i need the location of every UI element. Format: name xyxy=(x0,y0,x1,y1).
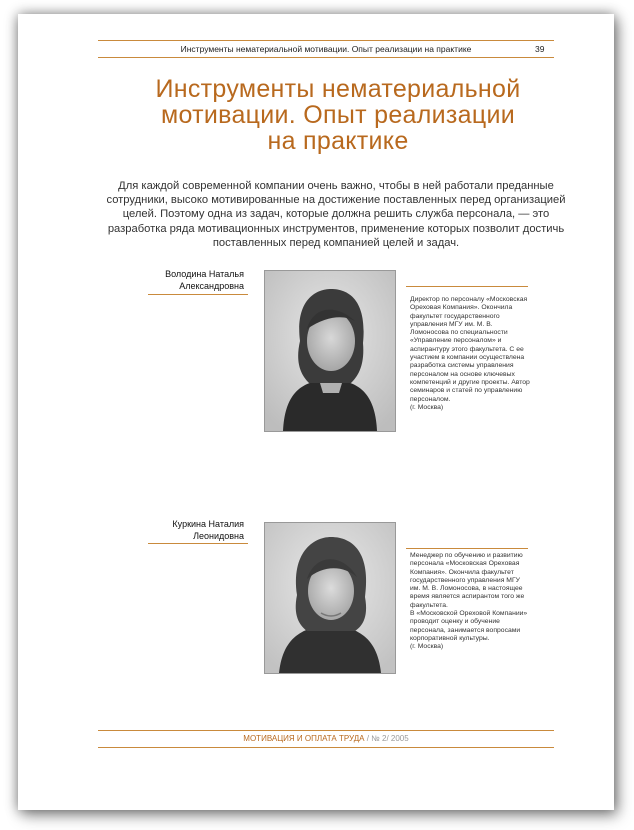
author-1-photo xyxy=(264,270,396,432)
author-1-name xyxy=(128,268,244,292)
title-line-2: мотивации. Опыт реализации xyxy=(160,101,516,129)
article-lead: Для каждой современной компании очень важно, чтобы в ней работали преданные сотрудники, высоко мотивированные на достижение поставленных перед организацией целей. Поэтому одна из задач, которые должна решить служба персонала, — это разработка ряда мотивационных инструментов, применение которых позволит достичь поставленных перед компанией целей и задач. xyxy=(106,180,566,249)
author-1-name-line-1: Володина Наталья xyxy=(165,269,244,279)
author-1-bio: Директор по персоналу «Московская Ореховая Компания». Окончила факультет государственного управления МГУ им. М. В. Ломоносова по специальности «Управление персоналом» и аспирантуру этого факультета. С ее участием в компании осуществлена разработка системы управления персоналом на основе ключевых компетенций и другие проекты. Автор семинаров и статей по управлению персоналом. (г. Москва) xyxy=(410,296,530,411)
author-2-photo xyxy=(264,522,396,674)
author-2-name-rule xyxy=(148,543,248,544)
author-1-name-rule xyxy=(148,294,248,295)
article-title xyxy=(78,76,598,154)
running-title: Инструменты нематериальной мотивации. Опыт реализации на практике xyxy=(180,44,472,54)
author-1-portrait-image xyxy=(265,271,395,431)
journal-footer xyxy=(98,734,554,743)
author-2-portrait-image xyxy=(265,523,395,673)
author-2-name-line-2: Леонидовна xyxy=(193,531,244,541)
header-rule-bottom xyxy=(98,57,554,58)
magazine-page xyxy=(18,14,614,810)
author-2-bio-rule xyxy=(406,548,528,549)
author-1-bio-rule xyxy=(406,286,528,287)
footer-rule-top xyxy=(98,730,554,731)
footer-rule-bottom xyxy=(98,747,554,748)
journal-name: МОТИВАЦИЯ И ОПЛАТА ТРУДА xyxy=(243,734,365,743)
page-number: 39 xyxy=(535,44,545,54)
author-1-name-line-2: Александровна xyxy=(179,281,244,291)
author-2-bio: Менеджер по обучению и развитию персонала «Московская Ореховая Компания». Окончила факультет государственного управления МГУ им. М. В. Ломоносова, в настоящее время является аспирантом того же факультета. В «Московской Ореховой Компании» проводит оценку и обучение персонала, занимается вопросами корпоративной культуры. (г. Москва) xyxy=(410,552,528,651)
header-rule-top xyxy=(98,40,554,41)
title-line-1: Инструменты нематериальной xyxy=(155,75,521,103)
author-2-name-line-1: Куркина Наталия xyxy=(172,519,244,529)
journal-issue: / № 2/ 2005 xyxy=(364,734,409,743)
author-2-name xyxy=(128,518,244,542)
title-line-3: на практике xyxy=(267,127,409,155)
